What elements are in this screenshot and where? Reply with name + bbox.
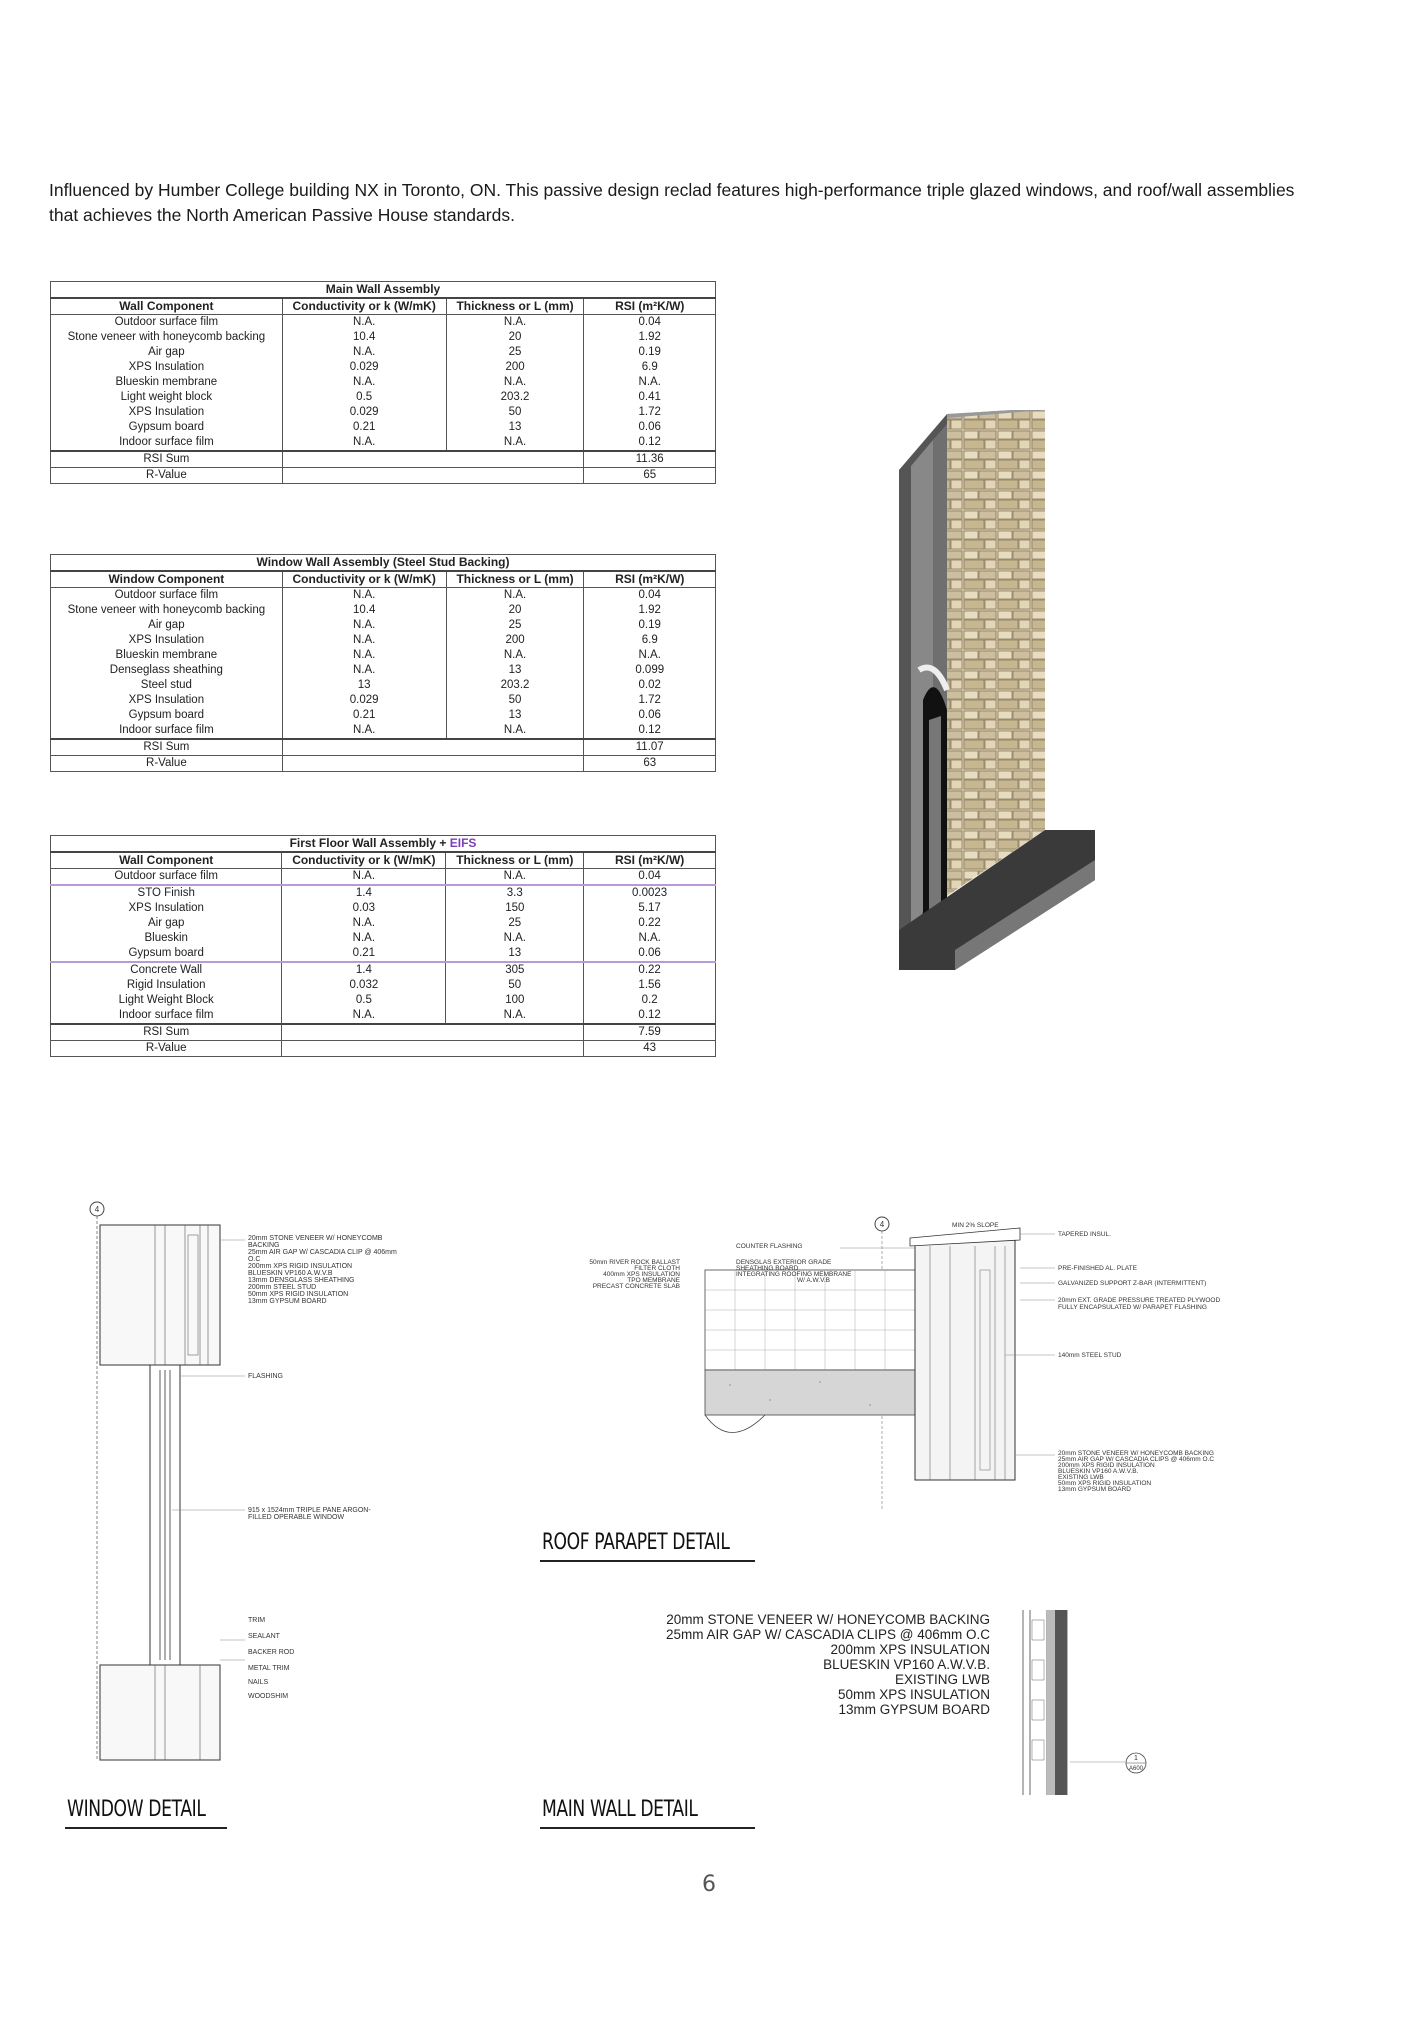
table-cell: 203.2 <box>446 678 584 693</box>
main-wall-detail-underline <box>540 1827 755 1829</box>
roof-detail-underline <box>540 1560 755 1562</box>
table-cell: Indoor surface film <box>51 723 283 739</box>
table-cell: 20 <box>446 330 584 345</box>
table-cell: 1.72 <box>584 693 716 708</box>
window-note-2: 25mm AIR GAP W/ CASCADIA CLIP @ 406mm <box>248 1249 397 1256</box>
table-cell: N.A. <box>282 618 446 633</box>
rsi-sum-value: 11.07 <box>584 739 716 756</box>
table-cell: N.A. <box>446 315 584 331</box>
table-cell: 0.04 <box>584 588 716 604</box>
roof-mid-note-0: DENSGLAS EXTERIOR GRADE <box>736 1259 832 1266</box>
empty-cell <box>282 739 584 756</box>
table-cell: 3.3 <box>446 885 584 901</box>
table-cell: Outdoor surface film <box>51 588 283 604</box>
roof-bottom-note-2: 200mm XPS RIGID INSULATION <box>1058 1462 1155 1469</box>
table-cell: XPS Insulation <box>51 901 282 916</box>
window-note-3: O.C <box>248 1256 261 1263</box>
table-cell: Air gap <box>51 345 283 360</box>
roof-mid-note-1: SHEATHING BOARD <box>736 1265 799 1272</box>
table-cell: 0.099 <box>584 663 716 678</box>
table-cell: 25 <box>446 618 584 633</box>
table-cell: 0.21 <box>282 708 446 723</box>
window-note-8: 50mm XPS RIGID INSULATION <box>248 1291 349 1298</box>
table-cell: 13 <box>446 708 584 723</box>
table-cell: Gypsum board <box>51 420 283 435</box>
table-cell: 0.12 <box>584 1008 716 1024</box>
window-note-6: 13mm DENSGLASS SHEATHING <box>248 1277 355 1284</box>
table-cell: 1.92 <box>584 330 716 345</box>
table-cell: Steel stud <box>51 678 283 693</box>
roof-right-note-3: 20mm EXT. GRADE PRESSURE TREATED PLYWOOD <box>1058 1297 1221 1304</box>
table-cell: N.A. <box>282 435 446 451</box>
r-value-value: 43 <box>584 1041 716 1057</box>
table-cell: 1.4 <box>282 962 446 978</box>
table-cell: 200 <box>446 360 584 375</box>
table-cell: STO Finish <box>51 885 282 901</box>
table-cell: N.A. <box>282 663 446 678</box>
table-cell: XPS Insulation <box>51 633 283 648</box>
roof-left-note-4: PRECAST CONCRETE SLAB <box>592 1283 680 1290</box>
table-cell: N.A. <box>446 588 584 604</box>
table-cell: 0.0023 <box>584 885 716 901</box>
main-wall-ref-num: 1 <box>1134 1755 1138 1762</box>
table-cell: 305 <box>446 962 584 978</box>
column-header: Window Component <box>51 571 283 588</box>
table-cell: 13 <box>446 946 584 962</box>
table-cell: 1.72 <box>584 405 716 420</box>
roof-slope-note: MIN 2% SLOPE <box>952 1222 999 1229</box>
roof-left-note-0: 50mm RIVER ROCK BALLAST <box>589 1259 680 1266</box>
window-detail-label: WINDOW DETAIL <box>67 1797 206 1822</box>
roof-bottom-note-1: 25mm AIR GAP W/ CASCADIA CLIPS @ 406mm O.C <box>1058 1456 1215 1463</box>
window-note-9: 13mm GYPSUM BOARD <box>248 1298 327 1305</box>
table-cell: Indoor surface film <box>51 1008 282 1024</box>
rsi-sum-label: RSI Sum <box>51 1024 282 1041</box>
window-flashing-note: FLASHING <box>248 1373 284 1380</box>
table-cell: N.A. <box>446 1008 584 1024</box>
column-header: RSI (m²K/W) <box>584 571 716 588</box>
table-cell: 13 <box>282 678 446 693</box>
table-cell: Denseglass sheathing <box>51 663 283 678</box>
table-cell: 5.17 <box>584 901 716 916</box>
table-cell: 10.4 <box>282 330 446 345</box>
table-cell: 0.06 <box>584 946 716 962</box>
column-header: RSI (m²K/W) <box>584 852 716 869</box>
roof-bottom-note-5: 50mm XPS RIGID INSULATION <box>1058 1480 1152 1487</box>
wall-section-3d-render <box>895 410 1155 970</box>
main-wall-ref-sheet: A600 <box>1128 1766 1144 1772</box>
table-cell: Gypsum board <box>51 708 283 723</box>
table-cell: N.A. <box>446 375 584 390</box>
table-cell: 25 <box>446 916 584 931</box>
table-cell: 0.5 <box>282 993 446 1008</box>
table-cell: Outdoor surface film <box>51 869 282 886</box>
table-cell: 25 <box>446 345 584 360</box>
main-wall-detail-drawing <box>655 1600 1175 1800</box>
table-cell: N.A. <box>446 869 584 886</box>
table-cell: 13 <box>446 663 584 678</box>
table-cell: 0.032 <box>282 978 446 993</box>
r-value-value: 65 <box>584 468 716 484</box>
table-cell: 1.4 <box>282 885 446 901</box>
column-header: RSI (m²K/W) <box>584 298 716 315</box>
main-wall-note-6: 13mm GYPSUM BOARD <box>838 1702 990 1717</box>
table-cell: 0.04 <box>584 869 716 886</box>
table-cell: XPS Insulation <box>51 405 283 420</box>
table-cell: 200 <box>446 633 584 648</box>
table-cell: 0.03 <box>282 901 446 916</box>
roof-right-note-2: GALVANIZED SUPPORT Z-BAR (INTERMITTENT) <box>1058 1280 1207 1287</box>
table-body <box>51 282 716 484</box>
roof-counter-flashing-note: COUNTER FLASHING <box>736 1243 803 1250</box>
table-cell: 0.22 <box>584 962 716 978</box>
table-title-suffix: EIFS <box>449 836 477 850</box>
table-cell: Stone veneer with honeycomb backing <box>51 330 283 345</box>
table-cell: N.A. <box>282 375 446 390</box>
table-cell: Air gap <box>51 916 282 931</box>
r-value-value: 63 <box>584 756 716 772</box>
table-cell: Air gap <box>51 618 283 633</box>
table-cell: 0.02 <box>584 678 716 693</box>
table-title: Window Wall Assembly (Steel Stud Backing) <box>51 555 716 572</box>
table-cell: 6.9 <box>584 633 716 648</box>
window-glazing-note-1: FILLED OPERABLE WINDOW <box>248 1514 345 1521</box>
main-wall-detail-label: MAIN WALL DETAIL <box>542 1797 698 1822</box>
table-cell: 0.06 <box>584 708 716 723</box>
table-body <box>51 836 716 1057</box>
roof-left-note-3: TPO MEMBRANE <box>627 1277 680 1284</box>
rsi-sum-label: RSI Sum <box>51 451 283 468</box>
column-header: Thickness or L (mm) <box>446 298 584 315</box>
rsi-sum-label: RSI Sum <box>51 739 283 756</box>
table-cell: 0.21 <box>282 420 446 435</box>
column-header: Thickness or L (mm) <box>446 571 584 588</box>
column-header: Conductivity or k (W/mK) <box>282 571 446 588</box>
intro-paragraph: Influenced by Humber College building NX in Toronto, ON. This passive design reclad features high-performance triple glazed windows, and roof/wall assemblies that achieves the North American Passive House standards. <box>49 180 1295 225</box>
roof-right-note-1: PRE-FINISHED AL. PLATE <box>1058 1265 1137 1272</box>
table-cell: N.A. <box>282 588 446 604</box>
main-wall-assembly-table <box>50 281 716 484</box>
table-cell: 0.12 <box>584 723 716 739</box>
rsi-sum-value: 11.36 <box>584 451 716 468</box>
table-cell: N.A. <box>282 633 446 648</box>
main-wall-note-4: EXISTING LWB <box>894 1672 990 1687</box>
table-cell: 50 <box>446 693 584 708</box>
window-bottom-note-0: TRIM <box>248 1617 266 1624</box>
roof-parapet-detail-drawing <box>580 1210 1270 1520</box>
table-cell: Blueskin <box>51 931 282 946</box>
table-cell: N.A. <box>282 916 446 931</box>
table-cell: 150 <box>446 901 584 916</box>
table-cell: 0.19 <box>584 618 716 633</box>
table-cell: N.A. <box>282 931 446 946</box>
table-cell: 50 <box>446 978 584 993</box>
r-value-label: R-Value <box>51 468 283 484</box>
window-detail-underline <box>65 1827 227 1829</box>
window-note-5: BLUESKIN VP160 A.W.V.B <box>248 1270 333 1277</box>
table-cell: N.A. <box>584 931 716 946</box>
window-bottom-note-3: METAL TRIM <box>248 1665 290 1672</box>
window-marker: 4 <box>94 1205 100 1214</box>
table-cell: N.A. <box>446 723 584 739</box>
table-cell: N.A. <box>282 1008 446 1024</box>
empty-cell <box>282 451 584 468</box>
table-cell: N.A. <box>446 648 584 663</box>
table-cell: 0.19 <box>584 345 716 360</box>
table-cell: 20 <box>446 603 584 618</box>
table-cell: N.A. <box>282 869 446 886</box>
r-value-label: R-Value <box>51 756 283 772</box>
roof-right-note-0: TAPERED INSUL. <box>1058 1231 1111 1238</box>
roof-left-note-1: FILTER CLOTH <box>634 1265 680 1272</box>
table-title <box>51 836 716 853</box>
table-cell: Light weight block <box>51 390 283 405</box>
roof-parapet-detail-label: ROOF PARAPET DETAIL <box>542 1530 730 1555</box>
table-cell: 10.4 <box>282 603 446 618</box>
window-note-1: BACKING <box>248 1242 280 1249</box>
roof-marker: 4 <box>879 1220 885 1229</box>
window-wall-assembly-table <box>50 554 716 772</box>
table-cell: 0.06 <box>584 420 716 435</box>
table-cell: 0.04 <box>584 315 716 331</box>
table-cell: Concrete Wall <box>51 962 282 978</box>
table-cell: Rigid Insulation <box>51 978 282 993</box>
table-title-text: First Floor Wall Assembly + <box>289 836 450 850</box>
table-cell: N.A. <box>446 931 584 946</box>
window-note-0: 20mm STONE VENEER W/ HONEYCOMB <box>248 1235 383 1242</box>
table-cell: 0.21 <box>282 946 446 962</box>
table-cell: N.A. <box>584 648 716 663</box>
table-cell: 13 <box>446 420 584 435</box>
column-header: Wall Component <box>51 852 282 869</box>
table-cell: Blueskin membrane <box>51 648 283 663</box>
table-cell: XPS Insulation <box>51 360 283 375</box>
main-wall-note-5: 50mm XPS INSULATION <box>837 1687 990 1702</box>
roof-right-note-5: 140mm STEEL STUD <box>1058 1352 1122 1359</box>
table-cell: XPS Insulation <box>51 693 283 708</box>
roof-mid-note-2: INTEGRATING ROOFING MEMBRANE <box>736 1271 852 1278</box>
window-bottom-note-5: WOODSHIM <box>248 1693 289 1700</box>
rsi-sum-value: 7.59 <box>584 1024 716 1041</box>
table-cell: Gypsum board <box>51 946 282 962</box>
table-cell: 100 <box>446 993 584 1008</box>
empty-cell <box>282 468 584 484</box>
roof-right-note-4: FULLY ENCAPSULATED W/ PARAPET FLASHING <box>1058 1304 1207 1311</box>
main-wall-note-2: 200mm XPS INSULATION <box>830 1642 990 1657</box>
table-cell: 0.029 <box>282 693 446 708</box>
table-cell: N.A. <box>282 648 446 663</box>
column-header: Conductivity or k (W/mK) <box>282 298 446 315</box>
main-wall-note-0: 20mm STONE VENEER W/ HONEYCOMB BACKING <box>666 1612 990 1627</box>
table-cell: 50 <box>446 405 584 420</box>
window-bottom-note-2: BACKER ROD <box>248 1649 295 1656</box>
first-floor-wall-assembly-table <box>50 835 716 1057</box>
table-title: Main Wall Assembly <box>51 282 716 299</box>
window-bottom-note-1: SEALANT <box>248 1633 280 1640</box>
table-cell: 0.029 <box>282 405 446 420</box>
table-cell: 0.41 <box>584 390 716 405</box>
window-note-7: 200mm STEEL STUD <box>248 1284 317 1291</box>
table-cell: N.A. <box>282 315 446 331</box>
roof-bottom-note-4: EXISTING LWB <box>1058 1474 1104 1481</box>
roof-bottom-note-3: BLUESKIN VP160 A.W.V.B. <box>1058 1468 1139 1475</box>
table-cell: Indoor surface film <box>51 435 283 451</box>
table-cell: Outdoor surface film <box>51 315 283 331</box>
table-cell: N.A. <box>446 435 584 451</box>
table-cell: Stone veneer with honeycomb backing <box>51 603 283 618</box>
table-cell: 0.2 <box>584 993 716 1008</box>
column-header: Wall Component <box>51 298 283 315</box>
table-cell: 203.2 <box>446 390 584 405</box>
table-cell: 6.9 <box>584 360 716 375</box>
table-cell: N.A. <box>282 345 446 360</box>
window-note-4: 200mm XPS RIGID INSULATION <box>248 1263 353 1270</box>
r-value-label: R-Value <box>51 1041 282 1057</box>
column-header: Conductivity or k (W/mK) <box>282 852 446 869</box>
empty-cell <box>282 1024 584 1041</box>
roof-left-note-2: 400mm XPS INSULATION <box>603 1271 680 1278</box>
column-header: Thickness or L (mm) <box>446 852 584 869</box>
empty-cell <box>282 756 584 772</box>
stone-veneer-face <box>947 410 1045 896</box>
main-wall-note-1: 25mm AIR GAP W/ CASCADIA CLIPS @ 406mm O.C <box>665 1627 990 1642</box>
table-cell: Blueskin membrane <box>51 375 283 390</box>
table-cell: 0.12 <box>584 435 716 451</box>
page-number: 6 <box>702 1872 716 1897</box>
roof-mid-note-3: W/ A.W.V.B <box>797 1277 830 1284</box>
table-cell: 0.5 <box>282 390 446 405</box>
window-glazing-note-0: 915 x 1524mm TRIPLE PANE ARGON- <box>248 1507 371 1514</box>
main-wall-note-3: BLUESKIN VP160 A.W.V.B. <box>823 1657 990 1672</box>
window-bottom-note-4: NAILS <box>248 1679 269 1686</box>
table-cell: 1.92 <box>584 603 716 618</box>
window-detail-drawing <box>60 1200 480 1770</box>
roof-bottom-note-6: 13mm GYPSUM BOARD <box>1058 1486 1131 1493</box>
table-cell: 0.22 <box>584 916 716 931</box>
table-body <box>51 555 716 772</box>
roof-bottom-note-0: 20mm STONE VENEER W/ HONEYCOMB BACKING <box>1058 1450 1214 1457</box>
empty-cell <box>282 1041 584 1057</box>
table-cell: 1.56 <box>584 978 716 993</box>
table-cell: N.A. <box>584 375 716 390</box>
table-cell: Light Weight Block <box>51 993 282 1008</box>
table-cell: N.A. <box>282 723 446 739</box>
table-cell: 0.029 <box>282 360 446 375</box>
